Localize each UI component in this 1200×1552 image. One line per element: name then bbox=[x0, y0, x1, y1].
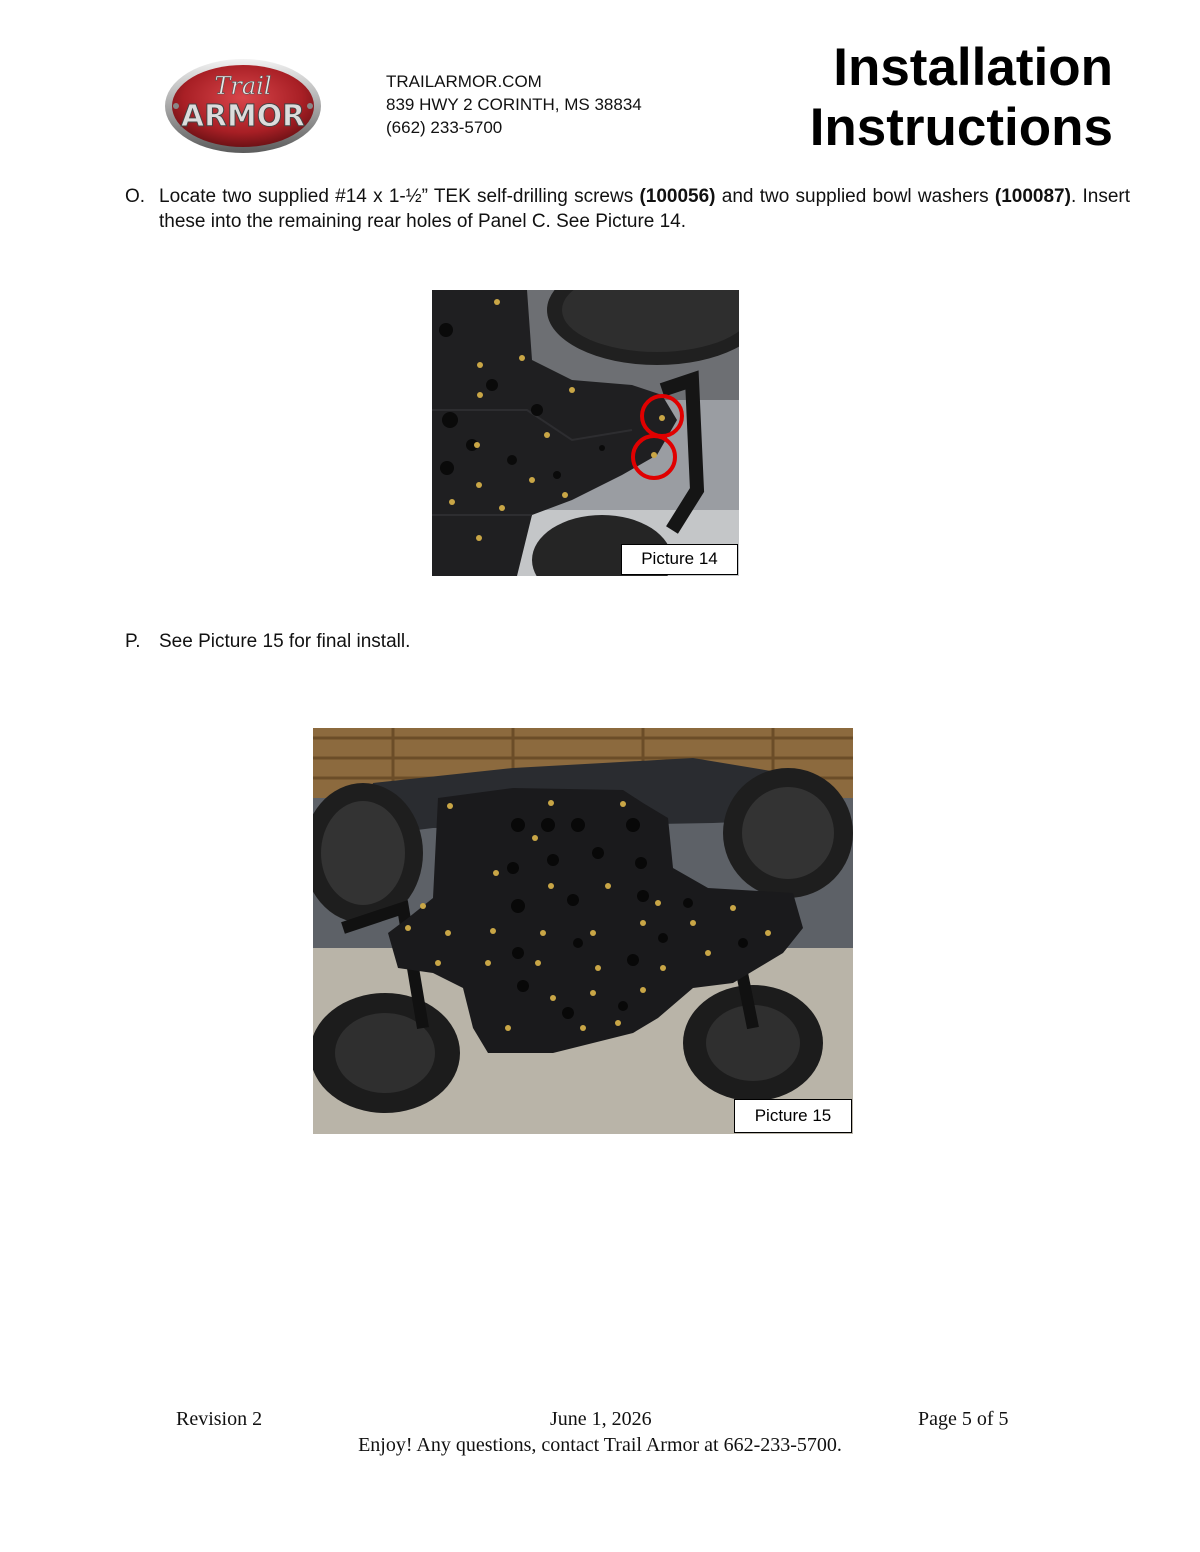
title-line-2: Instructions bbox=[809, 98, 1113, 157]
step-text-part: Locate two supplied #14 x 1-½” TEK self-drilling screws bbox=[159, 186, 640, 207]
footer-date: June 1, 2026 bbox=[550, 1408, 652, 1430]
step-text: See Picture 15 for final install. bbox=[159, 631, 411, 652]
footer-revision: Revision 2 bbox=[176, 1408, 263, 1430]
svg-text:ARMOR: ARMOR bbox=[181, 99, 305, 134]
company-contact-block bbox=[386, 70, 642, 139]
phone-text: (662) 233-5700 bbox=[386, 118, 503, 137]
step-letter: P. bbox=[125, 631, 141, 652]
footer-contact-note: Enjoy! Any questions, contact Trail Armor at 662-233-5700. bbox=[358, 1434, 842, 1456]
part-number: (100087) bbox=[994, 186, 1071, 207]
title-line-1: Installation bbox=[833, 38, 1113, 97]
document-title bbox=[810, 38, 1113, 158]
picture-15-caption: Picture 15 bbox=[734, 1099, 852, 1133]
step-text bbox=[159, 184, 1130, 234]
step-o bbox=[125, 184, 1130, 234]
trail-armor-logo bbox=[163, 56, 323, 156]
svg-text:Trail: Trail bbox=[214, 72, 272, 100]
step-p bbox=[125, 629, 1130, 654]
part-number: (100056) bbox=[639, 186, 716, 207]
footer-page-number: Page 5 of 5 bbox=[918, 1408, 1009, 1430]
step-text-part: . Insert these into the remaining rear holes of Panel C. See Picture 14. bbox=[159, 186, 1131, 232]
step-letter: O. bbox=[125, 186, 146, 207]
picture-14-caption: Picture 14 bbox=[621, 544, 738, 575]
address-text: 839 HWY 2 CORINTH, MS 38834 bbox=[386, 95, 642, 114]
picture-14-photo bbox=[432, 290, 739, 576]
step-text-part: and two supplied bowl washers bbox=[715, 186, 995, 207]
website-text: TRAILARMOR.COM bbox=[386, 72, 542, 91]
picture-15-photo bbox=[313, 728, 853, 1134]
